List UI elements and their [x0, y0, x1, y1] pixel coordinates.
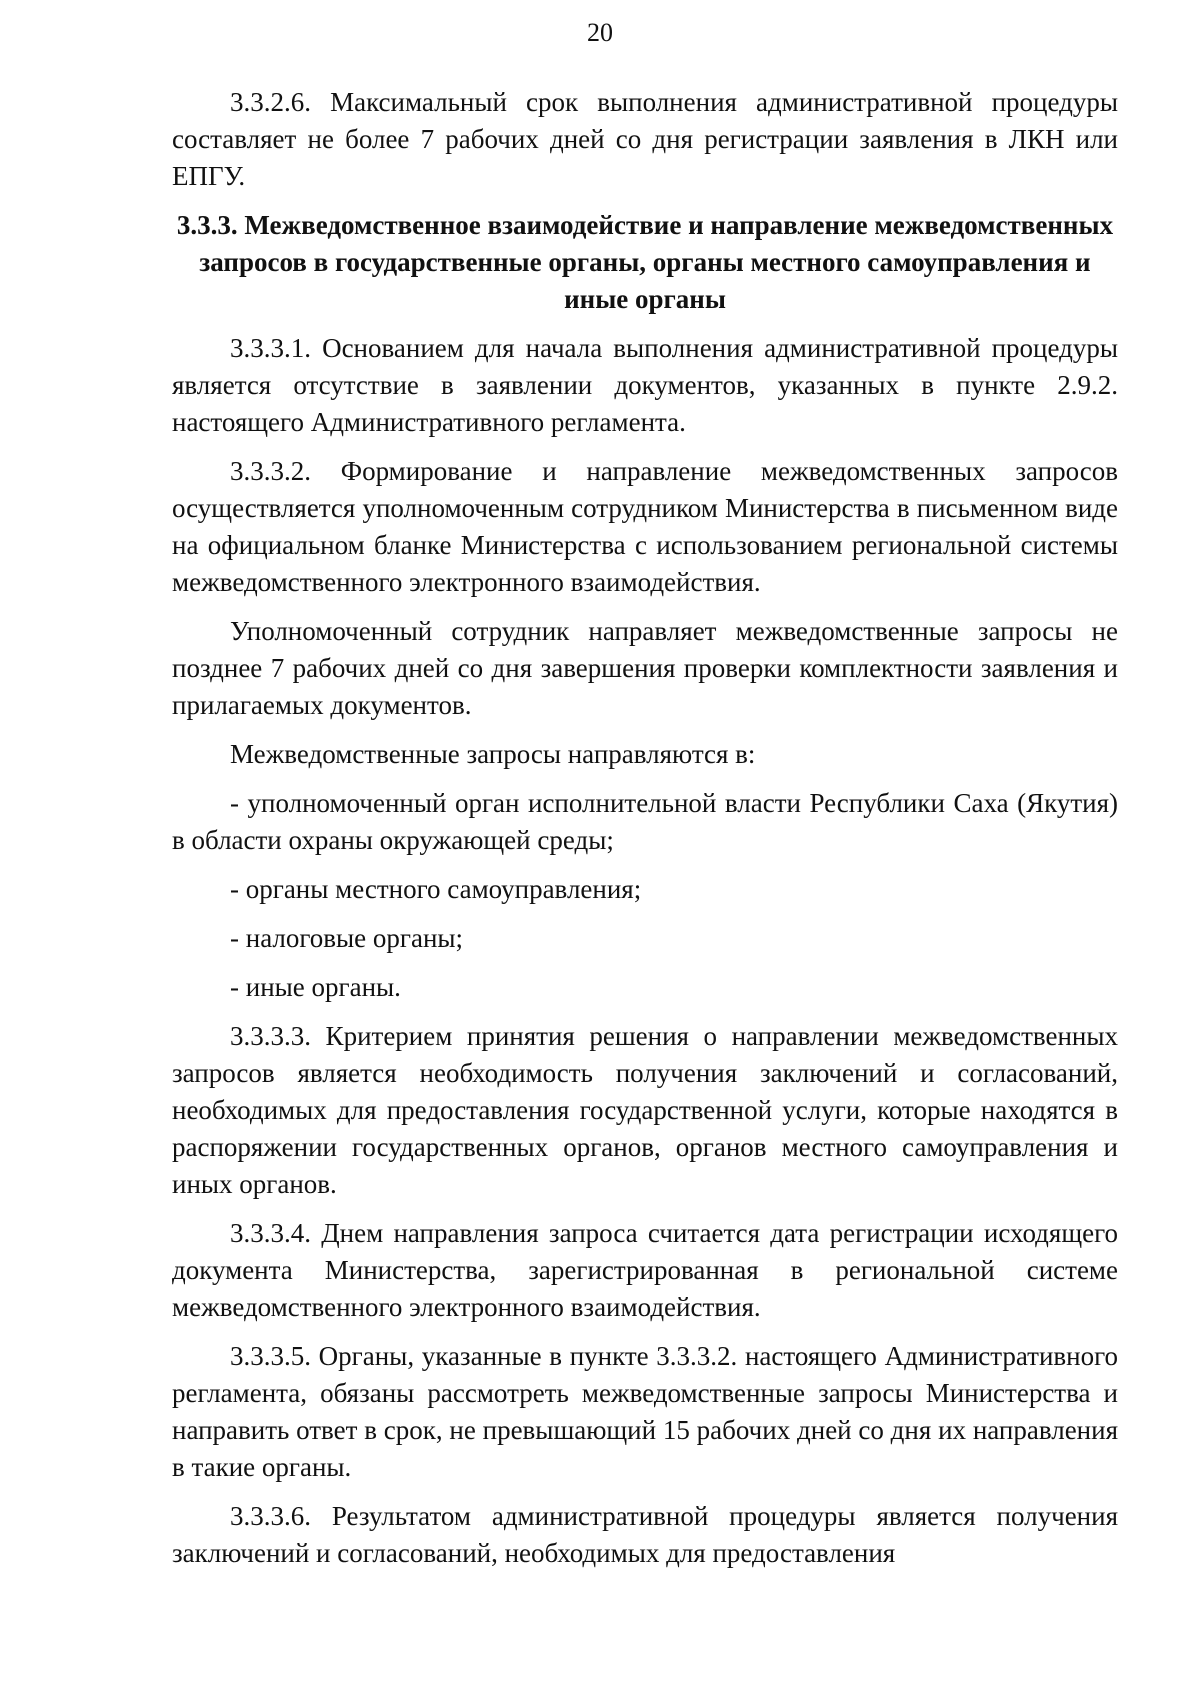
- paragraph-authorized-employee: Уполномоченный сотрудник направляет межведомственные запросы не позднее 7 рабочих дней со дня завершения проверки комплектности заявления и прилагаемых документов.: [172, 616, 1118, 720]
- paragraph-3-3-2-6: 3.3.2.6. Максимальный срок выполнения административной процедуры составляет не более 7 рабочих дней со дня регистрации заявления в ЛКН или ЕПГУ.: [172, 87, 1118, 191]
- section-heading: 3.3.3. Межведомственное взаимодействие и направление межведомственных запросов в государственные органы, органы местного самоуправления и иные органы: [176, 210, 1114, 314]
- paragraph-3-3-3-5: 3.3.3.5. Органы, указанные в пункте 3.3.3.2. настоящего Административного регламента, обязаны рассмотреть межведомственные запросы Министерства и направить ответ в срок, не превышающий 15 рабочих дней со дня их направления в такие органы.: [172, 1341, 1118, 1482]
- paragraph-3-3-3-2: 3.3.3.2. Формирование и направление межведомственных запросов осуществляется уполномоченным сотрудником Министерства в письменном виде на официальном бланке Министерства с использованием региональной системы межведомственного электронного взаимодействия.: [172, 456, 1118, 597]
- list-item: - уполномоченный орган исполнительной власти Республики Саха (Якутия) в области охраны окружающей среды;: [172, 788, 1118, 855]
- paragraph-3-3-3-6: 3.3.3.6. Результатом административной процедуры является получения заключений и согласований, необходимых для предоставления: [172, 1501, 1118, 1568]
- list-item: - иные органы.: [230, 972, 401, 1002]
- page-number: 20: [587, 18, 613, 47]
- paragraph-requests-sent-to: Межведомственные запросы направляются в:: [230, 739, 756, 769]
- list-item: - органы местного самоуправления;: [230, 874, 642, 904]
- paragraph-3-3-3-3: 3.3.3.3. Критерием принятия решения о направлении межведомственных запросов является необходимость получения заключений и согласований, необходимых для предоставления государственной услуги, которые находятся в распоряжении государственных органов, органов местного самоуправления и иных органов.: [172, 1021, 1118, 1199]
- paragraph-3-3-3-1: 3.3.3.1. Основанием для начала выполнения административной процедуры является отсутствие в заявлении документов, указанных в пункте 2.9.2. настоящего Административного регламента.: [172, 333, 1118, 437]
- paragraph-3-3-3-4: 3.3.3.4. Днем направления запроса считается дата регистрации исходящего документа Министерства, зарегистрированная в региональной системе межведомственного электронного взаимодействия.: [172, 1218, 1118, 1322]
- document-body: [172, 84, 1118, 1572]
- list-item: - налоговые органы;: [230, 923, 464, 953]
